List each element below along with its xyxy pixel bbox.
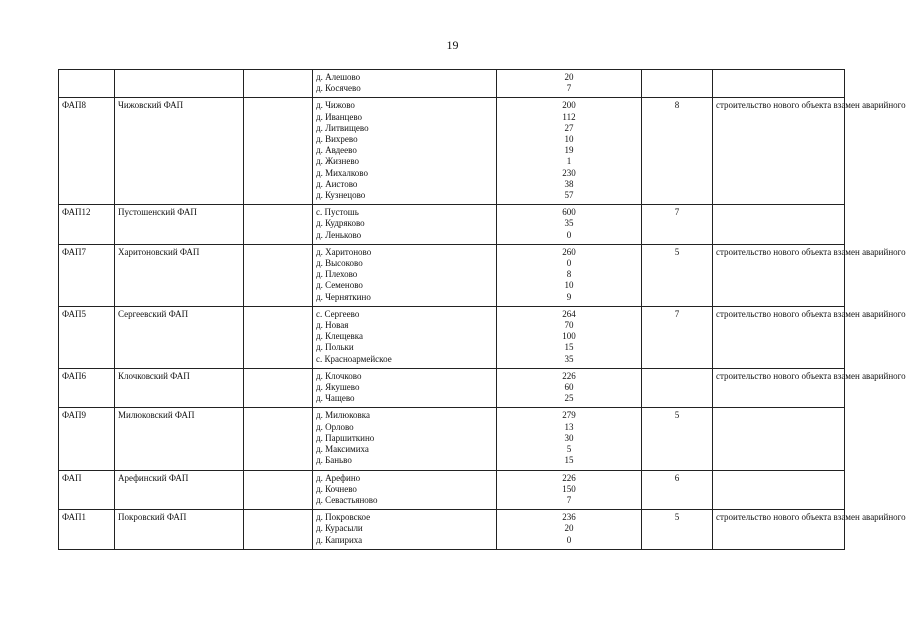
facility-code-cell: ФАП9: [59, 408, 115, 470]
note-cell: [713, 70, 845, 98]
distance-cell: 8: [642, 98, 713, 205]
settlement-name: д. Якушево: [316, 382, 360, 393]
settlement-name: д. Новая: [316, 320, 349, 331]
facility-name-cell: Милюковский ФАП: [115, 408, 244, 470]
population-value: 7: [566, 494, 572, 505]
table-row: [59, 408, 845, 470]
population-cell: [497, 244, 642, 306]
settlement-name: с. Красноармейское: [316, 353, 392, 364]
empty-cell: [244, 205, 313, 245]
note-cell: строительство нового объекта взамен аварийного: [713, 510, 845, 550]
note-cell: [713, 205, 845, 245]
settlements-cell: [313, 98, 497, 205]
facility-code-cell: ФАП6: [59, 368, 115, 408]
table-row: [59, 470, 845, 510]
population-value: 20: [564, 523, 574, 534]
table-row: [59, 98, 845, 205]
population-value: 60: [564, 382, 574, 393]
settlement-name: с. Сергеево: [316, 308, 360, 319]
population-cell: [497, 98, 642, 205]
settlement-name: д. Клочково: [316, 370, 362, 381]
population-value: 0: [566, 258, 572, 269]
note-cell: строительство нового объекта взамен аварийного: [713, 306, 845, 368]
table-row: [59, 368, 845, 408]
facility-code-cell: ФАП8: [59, 98, 115, 205]
settlements-cell: [313, 368, 497, 408]
settlements-cell: [313, 244, 497, 306]
settlement-name: д. Аистово: [316, 178, 358, 189]
population-value: 150: [562, 483, 576, 494]
empty-cell: [244, 368, 313, 408]
population-value: 5: [566, 444, 572, 455]
facility-name-cell: Арефинский ФАП: [115, 470, 244, 510]
population-value: 260: [562, 246, 576, 257]
facility-name-cell: Клочковский ФАП: [115, 368, 244, 408]
settlements-cell: [313, 70, 497, 98]
note-cell: строительство нового объекта взамен аварийного: [713, 368, 845, 408]
settlement-name: д. Авдеево: [316, 145, 357, 156]
population-value: 70: [564, 320, 574, 331]
note-cell: строительство нового объекта взамен аварийного: [713, 98, 845, 205]
table-row: [59, 205, 845, 245]
facility-code-cell: ФАП7: [59, 244, 115, 306]
population-value: 38: [564, 178, 574, 189]
settlement-name: д. Жизнево: [316, 156, 360, 167]
settlement-name: д. Кочнево: [316, 483, 357, 494]
settlement-name: д. Косячево: [316, 83, 361, 94]
settlement-name: д. Харитоново: [316, 246, 372, 257]
population-value: 0: [566, 534, 572, 545]
settlement-name: д. Вихрево: [316, 134, 358, 145]
distance-cell: 5: [642, 244, 713, 306]
population-value: 279: [562, 410, 576, 421]
empty-cell: [244, 244, 313, 306]
settlement-name: д. Черняткино: [316, 291, 371, 302]
empty-cell: [244, 470, 313, 510]
empty-cell: [244, 408, 313, 470]
population-value: 100: [562, 331, 576, 342]
population-value: 1: [566, 156, 572, 167]
settlement-name: д. Высоково: [316, 258, 363, 269]
population-cell: [497, 70, 642, 98]
population-value: 19: [564, 145, 574, 156]
population-value: 35: [564, 353, 574, 364]
population-value: 0: [566, 229, 572, 240]
settlement-name: д. Клещевка: [316, 331, 363, 342]
population-value: 112: [562, 111, 576, 122]
settlement-name: с. Пустошь: [316, 207, 359, 218]
distance-cell: 5: [642, 510, 713, 550]
settlement-name: д. Севастьяново: [316, 494, 378, 505]
settlement-name: д. Леньково: [316, 229, 362, 240]
settlement-name: д. Иванцево: [316, 111, 363, 122]
facility-name-cell: Харитоновский ФАП: [115, 244, 244, 306]
population-cell: [497, 368, 642, 408]
population-value: 236: [562, 512, 576, 523]
note-cell: строительство нового объекта взамен аварийного: [713, 244, 845, 306]
population-cell: [497, 306, 642, 368]
population-cell: [497, 510, 642, 550]
population-cell: [497, 470, 642, 510]
distance-cell: [642, 70, 713, 98]
population-value: 9: [566, 291, 572, 302]
settlements-cell: [313, 510, 497, 550]
settlement-name: д. Кузнецово: [316, 190, 366, 201]
population-value: 15: [564, 342, 574, 353]
population-value: 8: [566, 269, 572, 280]
population-value: 226: [562, 472, 576, 483]
facility-code-cell: ФАП5: [59, 306, 115, 368]
facilities-table: [58, 69, 906, 550]
population-value: 600: [562, 207, 576, 218]
facility-code-cell: ФАП1: [59, 510, 115, 550]
table-row: [59, 70, 845, 98]
empty-cell: [244, 98, 313, 205]
population-value: 264: [562, 308, 576, 319]
note-cell: [713, 470, 845, 510]
settlement-name: д. Милюковка: [316, 410, 371, 421]
settlement-name: д. Михалково: [316, 167, 368, 178]
settlement-name: д. Плехово: [316, 269, 358, 280]
population-value: 57: [564, 190, 574, 201]
empty-cell: [244, 306, 313, 368]
settlement-name: д. Баньво: [316, 455, 352, 466]
facility-name-cell: Чижовский ФАП: [115, 98, 244, 205]
population-value: 35: [564, 218, 574, 229]
facility-name-cell: Пустошенский ФАП: [115, 205, 244, 245]
population-value: 10: [564, 134, 574, 145]
settlement-name: д. Курасыли: [316, 523, 363, 534]
settlement-name: д. Семеново: [316, 280, 363, 291]
population-value: 7: [566, 83, 572, 94]
settlement-name: д. Орлово: [316, 421, 354, 432]
settlement-name: д. Капириха: [316, 534, 363, 545]
facility-code-cell: ФАП12: [59, 205, 115, 245]
population-cell: [497, 205, 642, 245]
distance-cell: [642, 368, 713, 408]
population-value: 230: [562, 167, 576, 178]
distance-cell: 7: [642, 205, 713, 245]
settlement-name: д. Чащево: [316, 393, 355, 404]
settlement-name: д. Литвищево: [316, 122, 369, 133]
distance-cell: 7: [642, 306, 713, 368]
settlements-cell: [313, 408, 497, 470]
settlement-name: д. Чижово: [316, 100, 355, 111]
note-cell: [713, 408, 845, 470]
facility-code-cell: [59, 70, 115, 98]
population-value: 30: [564, 432, 574, 443]
facility-code-cell: ФАП: [59, 470, 115, 510]
empty-cell: [244, 70, 313, 98]
settlement-name: д. Максимиха: [316, 444, 369, 455]
distance-cell: 6: [642, 470, 713, 510]
population-value: 200: [562, 100, 576, 111]
settlements-cell: [313, 306, 497, 368]
facility-name-cell: Покровский ФАП: [115, 510, 244, 550]
table-row: [59, 306, 845, 368]
settlements-cell: [313, 205, 497, 245]
population-value: 27: [564, 122, 574, 133]
population-value: 13: [564, 421, 574, 432]
table-row: [59, 244, 845, 306]
population-value: 20: [564, 72, 574, 82]
population-value: 25: [564, 393, 574, 404]
facility-name-cell: Сергеевский ФАП: [115, 306, 244, 368]
distance-cell: 5: [642, 408, 713, 470]
settlement-name: д. Кудряково: [316, 218, 365, 229]
facility-name-cell: [115, 70, 244, 98]
settlement-name: д. Арефино: [316, 472, 361, 483]
population-value: 226: [562, 370, 576, 381]
settlement-name: д. Покровское: [316, 512, 371, 523]
population-cell: [497, 408, 642, 470]
settlements-cell: [313, 470, 497, 510]
settlement-name: д. Паршиткино: [316, 432, 375, 443]
population-value: 10: [564, 280, 574, 291]
population-value: 15: [564, 455, 574, 466]
page-number: 19: [446, 38, 459, 52]
empty-cell: [244, 510, 313, 550]
settlement-name: д. Алешово: [316, 72, 361, 82]
table-row: [59, 510, 845, 550]
settlement-name: д. Польки: [316, 342, 354, 353]
